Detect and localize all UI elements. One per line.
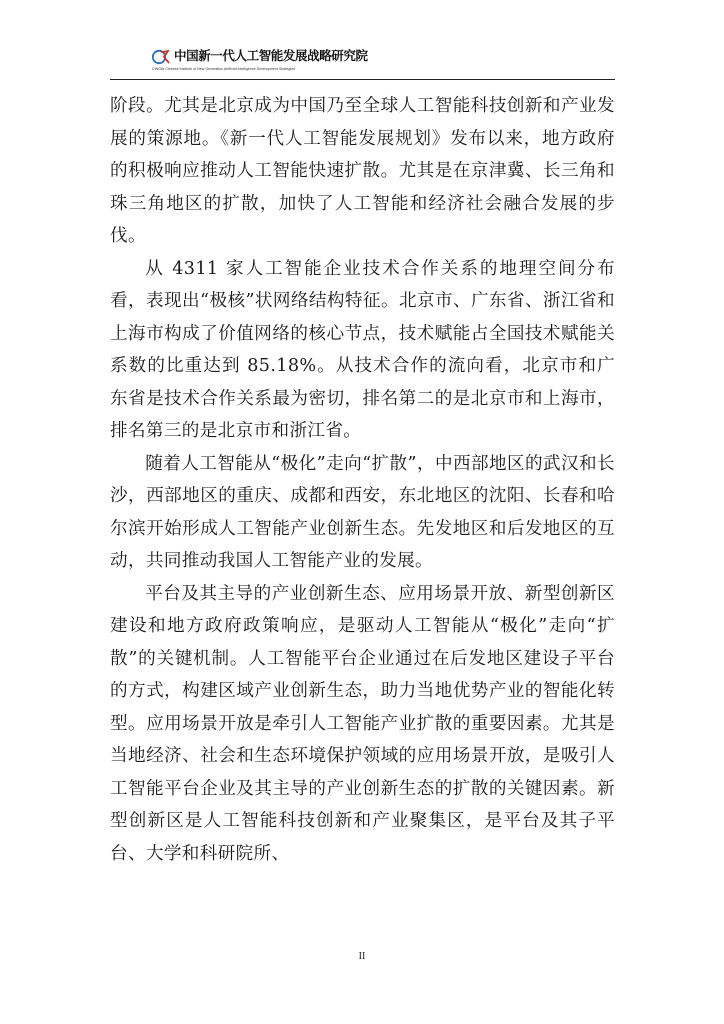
page-number: II: [358, 951, 366, 962]
paragraph-4: 平台及其主导的产业创新生态、应用场景开放、新型创新区建设和地方政府政策响应，是驱动人工智能从“极化”走向“扩散”的关键机制。人工智能平台企业通过在后发地区建设子平台的方式，构建区域产业创新生态，助力当地优势产业的智能化转型。应用场景开放是牵引人工智能产业扩散的重要因素。尤其是当地经济、社会和生态环境保护领域的应用场景开放，是吸引人工智能平台企业及其主导的产业创新生态的扩散的关键因素。新型创新区是人工智能科技创新和产业聚集区，是平台及其子平台、大学和科研院所、: [110, 583, 615, 864]
body-text: [110, 90, 615, 870]
paragraph-1: 阶段。尤其是北京成为中国乃至全球人工智能科技创新和产业发展的策源地。《新一代人工智能发展规划》发布以来，地方政府的积极响应推动人工智能快速扩散。尤其是在京津冀、长三角和珠三角地区的扩散，加快了人工智能和经济社会融合发展的步伐。: [110, 96, 615, 246]
org-name-en: CINGAI Chinese Institute of New Generation Artificial Intelligence Development Strategies: [152, 67, 296, 71]
header-divider: [110, 79, 615, 80]
org-name-cn: 中国新一代人工智能发展战略研究院: [174, 48, 368, 63]
institute-logo-icon: [152, 48, 172, 66]
paragraph-2: 从 4311 家人工智能企业技术合作关系的地理空间分布看，表现出“极核”状网络结构特征。北京市、广东省、浙江省和上海市构成了价值网络的核心节点，技术赋能占全国技术赋能关系数的比重达到 85.18%。从技术合作的流向看，北京市和广东省是技术合作关系最为密切，排名第二的是北京市和上海市，排名第三的是北京市和浙江省。: [110, 258, 615, 441]
paragraph-3: 随着人工智能从“极化”走向“扩散”，中西部地区的武汉和长沙，西部地区的重庆、成都和西安，东北地区的沈阳、长春和哈尔滨开始形成人工智能产业创新生态。先发地区和后发地区的互动，共同推动我国人工智能产业的发展。: [110, 453, 615, 571]
page-header: [152, 46, 368, 76]
